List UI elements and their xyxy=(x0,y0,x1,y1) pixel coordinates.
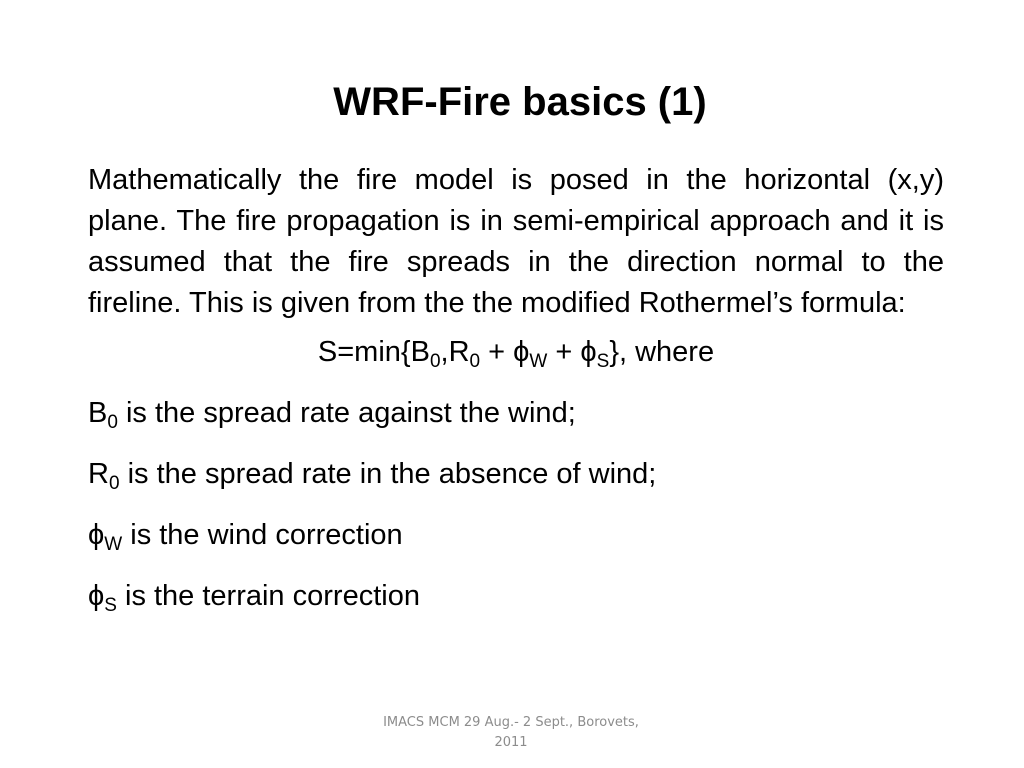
definition-symbol: R xyxy=(88,458,109,490)
definition-subscript: 0 xyxy=(107,412,118,433)
definition-r0 xyxy=(88,454,944,495)
formula-comma-r: ,R xyxy=(440,336,470,368)
slide-title: WRF-Fire basics (1) xyxy=(333,80,707,124)
definition-phi-s xyxy=(88,576,944,617)
definition-b0 xyxy=(88,393,944,434)
definition-text: is the spread rate against the wind; xyxy=(117,397,576,429)
definition-text: is the spread rate in the absence of wind; xyxy=(119,458,657,490)
formula-b-subscript: 0 xyxy=(429,351,441,372)
formula-plus-phi-wind: + ϕ xyxy=(480,336,530,368)
footer-line-1: IMACS MCM 29 Aug.- 2 Sept., Borovets, xyxy=(383,715,639,730)
definition-symbol: ϕ xyxy=(88,519,105,551)
intro-paragraph: Mathematically the fire model is posed in the horizontal (x,y) plane. The fire propagation is in semi-empirical approach and it is assumed that the fire spreads in the direction normal to the fireline. This is given from the the modified Rothermel’s formula: xyxy=(88,164,944,319)
definition-symbol: ϕ xyxy=(88,580,105,612)
rothermel-formula xyxy=(88,332,944,373)
definition-subscript: 0 xyxy=(108,473,120,494)
definition-symbol: B xyxy=(88,397,108,429)
formula-start: S=min{B xyxy=(317,336,430,368)
formula-plus-phi-slope: + ϕ xyxy=(547,336,597,368)
formula-r-subscript: 0 xyxy=(469,351,481,372)
footer-line-2: 2011 xyxy=(494,735,528,750)
formula-w-subscript: W xyxy=(529,351,548,372)
definition-subscript: S xyxy=(104,595,117,616)
definition-phi-w xyxy=(88,515,944,556)
definition-text: is the wind correction xyxy=(122,519,403,551)
slide-footer xyxy=(361,713,661,753)
definition-text: is the terrain correction xyxy=(116,580,420,612)
slide-body xyxy=(88,160,944,617)
formula-s-subscript: S xyxy=(596,351,610,372)
formula-end: }, where xyxy=(609,336,715,368)
definition-subscript: W xyxy=(104,534,123,555)
